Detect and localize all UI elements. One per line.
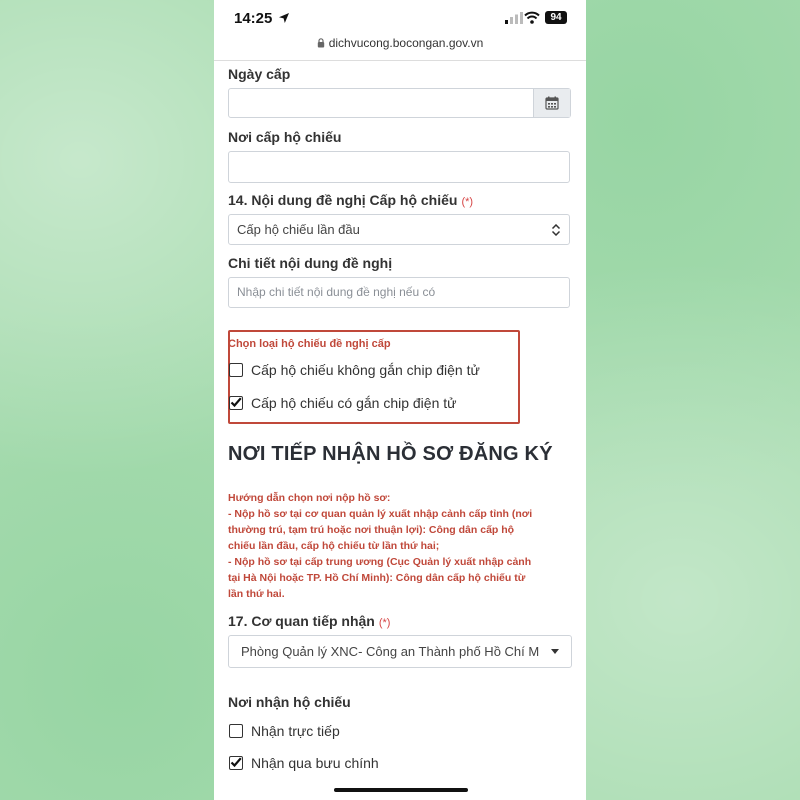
- request-content-selected: Cấp hộ chiếu lần đầu: [237, 222, 360, 237]
- request-detail-input[interactable]: [228, 277, 570, 308]
- agency-select[interactable]: [228, 635, 572, 668]
- guide-line: tại Hà Nội hoặc TP. Hồ Chí Minh): Công dân cấp hộ chiếu từ: [228, 572, 526, 584]
- agency-label-text: 17. Cơ quan tiếp nhận: [228, 613, 375, 629]
- receive-post-checkbox[interactable]: [229, 756, 243, 770]
- passport-no-chip-checkbox[interactable]: [229, 363, 243, 377]
- lock-icon: [317, 38, 325, 48]
- receive-direct-label: Nhận trực tiếp: [251, 723, 340, 739]
- agency-selected: Phòng Quản lý XNC- Công an Thành phố Hồ Chí M: [241, 644, 540, 659]
- issue-place-label: Nơi cấp hộ chiếu: [228, 129, 342, 145]
- issue-date-input[interactable]: [228, 88, 571, 118]
- request-content-select[interactable]: [228, 214, 570, 245]
- location-arrow-icon: [278, 12, 290, 24]
- guide-line: lần thứ hai.: [228, 588, 285, 600]
- caret-down-icon: [551, 649, 559, 654]
- request-detail-placeholder: Nhập chi tiết nội dung đề nghị nếu có: [237, 285, 436, 299]
- url-bar[interactable]: [214, 36, 586, 58]
- wifi-icon: [524, 11, 540, 24]
- calendar-button[interactable]: [533, 89, 570, 117]
- guide-line: thường trú, tạm trú hoặc nơi thuận lợi): Công dân cấp hộ: [228, 524, 515, 536]
- url-text: dichvucong.bocongan.gov.vn: [328, 36, 484, 50]
- request-content-label: [228, 192, 473, 208]
- receive-label: Nơi nhận hộ chiếu: [228, 694, 351, 710]
- divider: [214, 60, 586, 61]
- receive-post-label: Nhận qua bưu chính: [251, 755, 379, 771]
- signal-icon: [505, 12, 523, 24]
- checkmark-icon: [230, 756, 242, 768]
- required-mark: (*): [378, 617, 391, 629]
- guide-line: Hướng dẫn chọn nơi nộp hồ sơ:: [228, 492, 391, 504]
- updown-chevron-icon: [551, 224, 561, 236]
- battery-indicator: 94: [545, 11, 567, 24]
- receive-direct-checkbox[interactable]: [229, 724, 243, 738]
- issue-date-label: Ngày cấp: [228, 66, 291, 82]
- home-indicator[interactable]: [334, 788, 468, 792]
- request-content-label-text: 14. Nội dung đề nghị Cấp hộ chiếu: [228, 192, 458, 208]
- agency-label: [228, 613, 390, 629]
- request-detail-label: Chi tiết nội dung đề nghị: [228, 255, 393, 271]
- submission-guide: [228, 490, 574, 602]
- status-bar: [214, 0, 586, 36]
- guide-line: chiếu lần đầu, cấp hộ chiếu từ lần thứ hai;: [228, 540, 440, 552]
- section-title: NƠI TIẾP NHẬN HỒ SƠ ĐĂNG KÝ: [228, 443, 553, 465]
- guide-line: - Nộp hồ sơ tại cơ quan quản lý xuất nhập cảnh cấp tỉnh (nơi: [228, 508, 533, 520]
- passport-type-title: Chọn loại hộ chiếu đề nghị cấp: [228, 338, 391, 350]
- checkmark-icon: [230, 396, 242, 408]
- phone-screen: [214, 0, 586, 800]
- passport-chip-label: Cấp hộ chiếu có gắn chip điện tử: [251, 395, 457, 411]
- issue-place-input[interactable]: [228, 151, 570, 183]
- passport-no-chip-label: Cấp hộ chiếu không gắn chip điện tử: [251, 362, 480, 378]
- passport-chip-checkbox[interactable]: [229, 396, 243, 410]
- status-time: 14:25: [234, 10, 273, 27]
- guide-line: - Nộp hồ sơ tại cấp trung ương (Cục Quản lý xuất nhập cảnh: [228, 556, 532, 568]
- calendar-icon: [545, 96, 559, 110]
- required-mark: (*): [461, 196, 474, 208]
